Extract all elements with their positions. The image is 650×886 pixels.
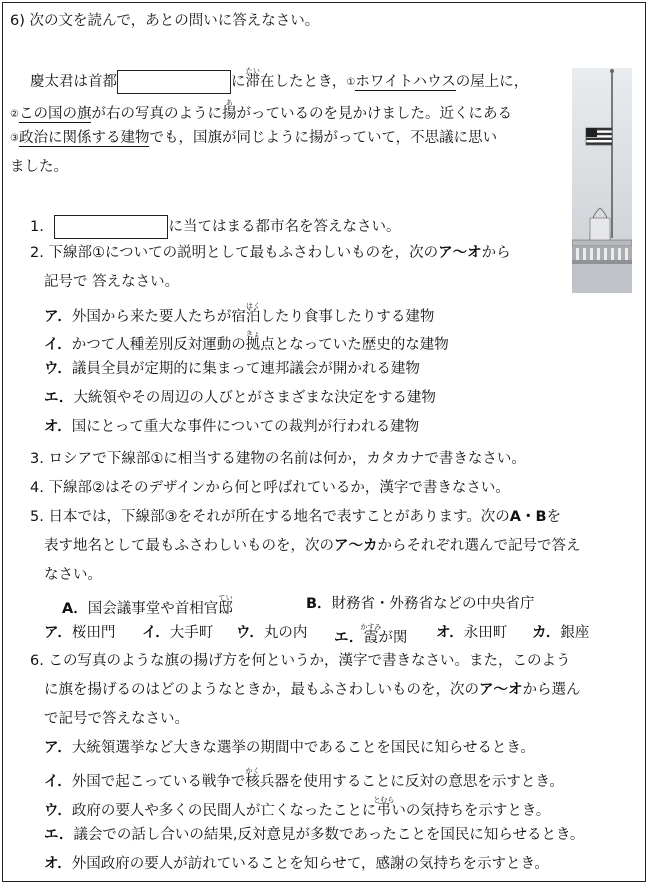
furigana: 泊はく [245, 302, 261, 325]
question-number: 3. [30, 451, 44, 467]
flag-photo [572, 68, 632, 293]
option-text: 銀座 [560, 625, 590, 641]
passage-text: 慶太君は首都 [30, 74, 117, 90]
question-text: 日本では，下線部③をそれが所在する地名で表すことがあります。次の [48, 509, 510, 525]
question-6-line-3: で記号で答えなさい。 [44, 711, 189, 727]
q6-option-i [44, 767, 564, 792]
furigana: 揚あ [221, 99, 237, 122]
item-text: 財務省・外務省などの中央省庁 [331, 596, 535, 612]
q5-choice-u [236, 623, 307, 643]
option-text: 丸の内 [263, 625, 308, 641]
passage-line-2 [10, 99, 512, 125]
option-text: 大統領やその周辺の人びとがさまざまな決定をする建物 [73, 390, 436, 406]
q5-choice-o [436, 623, 507, 643]
passage-line-3 [10, 128, 497, 149]
item-label: A． [62, 601, 88, 617]
option-label: オ． [44, 419, 72, 435]
item-label: B． [306, 596, 332, 612]
furigana: 拠きょ [245, 330, 261, 353]
question-3 [30, 449, 526, 469]
item-text: 国会議事堂や首相官 [87, 601, 219, 617]
question-2 [30, 243, 511, 263]
question-1 [30, 215, 400, 239]
furigana: 弔とむら [373, 796, 395, 819]
passage-text: でも，国旗が同じように揚がっていて，不思議に思い [149, 130, 498, 146]
q5-choice-a [44, 623, 115, 643]
question-number: 5. [30, 509, 44, 525]
underline-number-1: ① [346, 77, 356, 88]
question-text: を [546, 509, 562, 525]
underline-3-building: 政治に関係する建物 [18, 130, 150, 146]
option-label: エ． [44, 390, 74, 406]
option-label: イ． [142, 625, 170, 641]
choice-range: ア〜オ [479, 682, 523, 698]
option-label: エ． [44, 827, 74, 843]
passage-text: が右の写真のように [91, 106, 222, 122]
option-label: ウ． [236, 625, 264, 641]
question-number: 1. [30, 219, 44, 235]
question-5 [30, 507, 561, 527]
option-text: が関 [378, 630, 408, 646]
question-text: から [481, 245, 511, 261]
q5-choice-ka [532, 623, 589, 643]
option-text: かつて人種差別反対運動の [71, 337, 246, 353]
question-4 [30, 478, 510, 498]
option-label: エ． [334, 630, 364, 646]
question-2-line-2: 記号で 答えなさい。 [44, 274, 180, 290]
option-text: 外国から来た要人たちが宿 [71, 309, 246, 325]
choice-range: A・B [509, 509, 547, 525]
underline-1-white-house: ホワイトハウス [355, 74, 456, 90]
question-6-line-2 [44, 680, 581, 700]
underline-number-2: ② [10, 109, 19, 120]
option-text: 大統領選挙など大きな選挙の期間中であることを国民に知らせるとき。 [71, 740, 535, 756]
question-text: ロシアで下線部①に相当する建物の名前は何か，カタカナで書きなさい。 [48, 451, 526, 467]
option-label: ウ． [44, 361, 72, 377]
question-text: 下線部②はそのデザインから何と呼ばれているか，漢字で書きなさい。 [48, 480, 510, 496]
question-5-line-3: なさい。 [44, 567, 102, 583]
option-label: オ． [436, 625, 464, 641]
option-text: いの気持ちを示すとき。 [391, 803, 551, 819]
passage-text: に [231, 74, 246, 90]
q2-option-a [44, 302, 434, 327]
passage-line-4: ました。 [10, 159, 68, 175]
option-label: ウ． [44, 803, 72, 819]
option-label: ア． [44, 309, 72, 325]
answer-blank-box [54, 215, 168, 239]
q6-option-o [44, 854, 549, 874]
underline-number-3: ③ [10, 133, 19, 144]
q2-option-e [44, 388, 436, 408]
option-text: 兵器を使用することに反対の意思を示すとき。 [259, 774, 564, 790]
furigana: 核かく [245, 767, 260, 790]
option-label: ア． [44, 625, 72, 641]
question-text: から選ん [522, 682, 581, 698]
q5-choice-e [334, 623, 407, 648]
option-label: カ． [532, 625, 561, 641]
question-text: 下線部①についての説明として最もふさわしいものを，次の [48, 245, 439, 261]
choice-range: ア〜カ [334, 538, 378, 554]
option-label: オ． [44, 856, 72, 872]
option-text: 桜田門 [71, 625, 116, 641]
option-text: 点となっていた歴史的な建物 [260, 337, 449, 353]
q5-choice-i [142, 623, 213, 643]
question-6 [30, 651, 570, 671]
underline-2-flag: この国の旗 [18, 106, 92, 122]
question-5-line-2 [44, 536, 581, 556]
section-header: 6) 次の文を読んで，あとの問いに答えなさい。 [10, 13, 320, 29]
q2-option-i [44, 330, 449, 355]
answer-blank-box [117, 70, 231, 94]
passage-text: の屋上に， [455, 74, 529, 90]
q6-option-a [44, 738, 535, 758]
option-text: 永田町 [463, 625, 508, 641]
passage-text: がっているのを見かけました。近くにある [236, 106, 512, 122]
question-number: 4. [30, 480, 44, 496]
question-text: 表す地名として最もふさわしいものを，次の [44, 538, 334, 554]
option-text: 議会での話し合いの結果,反対意見が多数であったことを国民に知らせるとき。 [73, 827, 585, 843]
option-label: イ． [44, 774, 72, 790]
q5-item-b [306, 594, 535, 614]
option-label: ア． [44, 740, 72, 756]
option-text: 外国で起こっている戦争で [71, 774, 246, 790]
passage-text: 在したとき， [260, 74, 347, 90]
option-text: 外国政府の要人が訪れていることを知らせて，感謝の気持ちを示すとき。 [71, 856, 549, 872]
option-text: 国にとって重大な事件についての裁判が行われる建物 [71, 419, 420, 435]
option-text: 政府の要人や多くの民間人が亡くなったことに [71, 803, 377, 819]
q6-option-e [44, 825, 584, 845]
question-text: に旗を揚げるのはどのようなときか，最もふさわしいものを，次の [44, 682, 479, 698]
q2-option-o [44, 417, 419, 437]
furigana: 霞かすみ [360, 623, 382, 646]
option-label: イ． [44, 337, 72, 353]
passage-line-1 [30, 67, 528, 94]
question-text: に当てはまる都市名を答えなさい。 [168, 219, 401, 235]
q5-item-a [62, 594, 233, 619]
q6-option-u [44, 796, 550, 821]
furigana: 滞たい [245, 67, 260, 90]
question-text: この写真のような旗の揚げ方を何というか，漢字で書きなさい。また，このよう [48, 653, 571, 669]
question-number: 6. [30, 653, 44, 669]
option-text: 議員全員が定期的に集まって連邦議会が開かれる建物 [71, 361, 420, 377]
choice-range: ア〜オ [438, 245, 482, 261]
furigana: 邸てい [218, 594, 233, 617]
question-number: 2. [30, 245, 44, 261]
question-text: からそれぞれ選んで記号で答え [377, 538, 581, 554]
q2-option-u [44, 359, 420, 379]
option-text: 大手町 [169, 625, 214, 641]
option-text: したり食事したりする建物 [260, 309, 435, 325]
